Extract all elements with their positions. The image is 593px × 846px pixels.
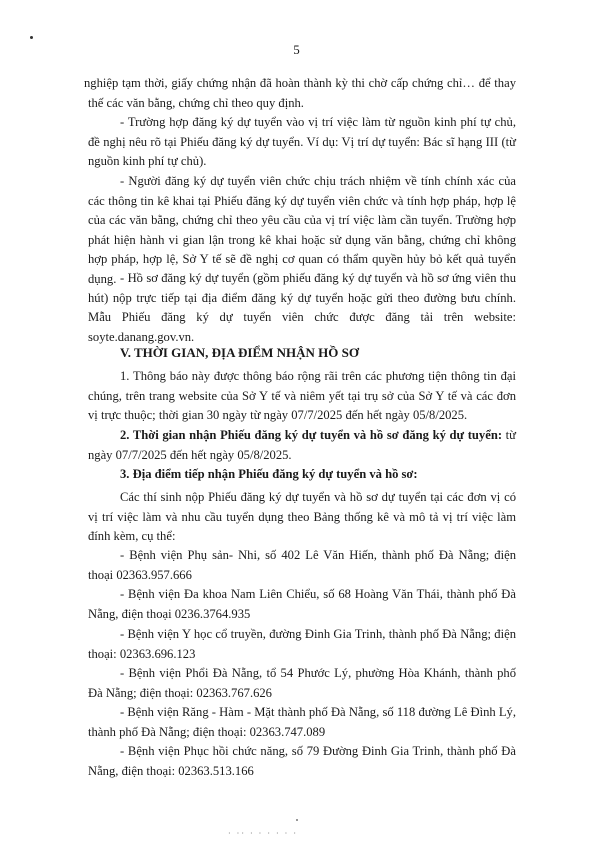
item-2-text: từ ngày 07/7/2025 đến hết ngày 05/8/2025. bbox=[88, 428, 516, 462]
page-number: 5 bbox=[293, 42, 300, 57]
paragraph-responsibility: - Người đăng ký dự tuyển viên chức chịu trách nhiệm về tính chính xác của các thông tin kê khai tại Phiếu đăng ký dự tuyển viên chức và tính hợp pháp, hợp lệ của các văn bằng, chứng chỉ theo yêu cầu của vị trí việc làm cần tuyển. Trường hợp phát hiện hành vi gian lận trong kê khai hoặc sử dụng văn bằng, chứng chỉ không hợp pháp, hợp lệ, Sở Y tế sẽ đề nghị cơ quan có thẩm quyền hủy bỏ kết quả tuyển dụng. bbox=[88, 174, 516, 286]
item-2-title: 2. Thời gian nhận Phiếu đăng ký dự tuyển và hồ sơ đăng ký dự tuyển: bbox=[120, 428, 503, 442]
item-2 bbox=[88, 426, 516, 465]
paragraph-continuation: nghiệp tạm thời, giấy chứng nhận đã hoàn thành kỳ thi chờ cấp chứng chỉ… để thay thế các văn bằng, chứng chỉ theo quy định. bbox=[84, 76, 516, 110]
hospital-item: - Bệnh viện Phục hồi chức năng, số 79 Đường Đinh Gia Trinh, thành phố Đà Nẵng, điện thoại: 02363.513.166 bbox=[88, 744, 516, 778]
scan-marks-footer: · ·· · · · · · · bbox=[228, 829, 298, 838]
section-heading: V. THỜI GIAN, ĐỊA ĐIỂM NHẬN HỒ SƠ bbox=[120, 345, 359, 360]
scan-mark bbox=[296, 819, 298, 821]
item-1: 1. Thông báo này được thông báo rộng rãi trên các phương tiện thông tin đại chúng, trên trang website của Sở Y tế và niêm yết tại trụ sở của Sở Y tế và các đơn vị trực thuộc; thời gian 30 ngày từ ngày 07/7/2025 đến hết ngày 05/8/2025. bbox=[88, 369, 516, 423]
item-3-intro: Các thí sinh nộp Phiếu đăng ký dự tuyển và hồ sơ dự tuyển tại các đơn vị có vị trí việc làm và nhu cầu tuyển dụng theo Bảng thống kê và mô tả vị trí việc làm đính kèm, cụ thể: bbox=[88, 490, 516, 544]
hospital-item: - Bệnh viện Phổi Đà Nẵng, tổ 54 Phước Lý, phường Hòa Khánh, thành phố Đà Nẵng; điện thoại: 02363.767.626 bbox=[88, 666, 516, 700]
paragraph-self-funded: - Trường hợp đăng ký dự tuyển vào vị trí việc làm từ nguồn kinh phí tự chủ, đề nghị nêu rõ tại Phiếu đăng ký dự tuyển. Ví dụ: Vị trí dự tuyển: Bác sĩ hạng III (từ nguồn kinh phí tự chủ). bbox=[88, 115, 516, 169]
scan-dot bbox=[30, 36, 33, 39]
hospital-item: - Bệnh viện Y học cổ truyền, đường Đinh Gia Trinh, thành phố Đà Nẵng; điện thoại: 02363.696.123 bbox=[88, 627, 516, 661]
hospital-item: - Bệnh viện Răng - Hàm - Mặt thành phố Đà Nẵng, số 118 đường Lê Đình Lý, thành phố Đà Nẵng; điện thoại: 02363.747.089 bbox=[88, 705, 516, 739]
item-3-title: 3. Địa điểm tiếp nhận Phiếu đăng ký dự tuyển và hồ sơ: bbox=[120, 467, 418, 481]
hospital-item: - Bệnh viện Phụ sản- Nhi, số 402 Lê Văn Hiến, thành phố Đà Nẵng; điện thoại 02363.957.666 bbox=[88, 548, 516, 582]
paragraph-dossier: - Hồ sơ đăng ký dự tuyển (gồm phiếu đăng ký dự tuyển và hồ sơ ứng viên thu hút) nộp trực tiếp tại địa điểm đăng ký dự tuyển hoặc gửi theo đường bưu chính. Mẫu Phiếu đăng ký dự tuyển viên chức được đăng tải trên website: soyte.danang.gov.vn. bbox=[88, 271, 516, 344]
hospital-item: - Bệnh viện Đa khoa Nam Liên Chiểu, số 68 Hoàng Văn Thái, thành phố Đà Nẵng, điện thoại 0236.3764.935 bbox=[88, 587, 516, 621]
